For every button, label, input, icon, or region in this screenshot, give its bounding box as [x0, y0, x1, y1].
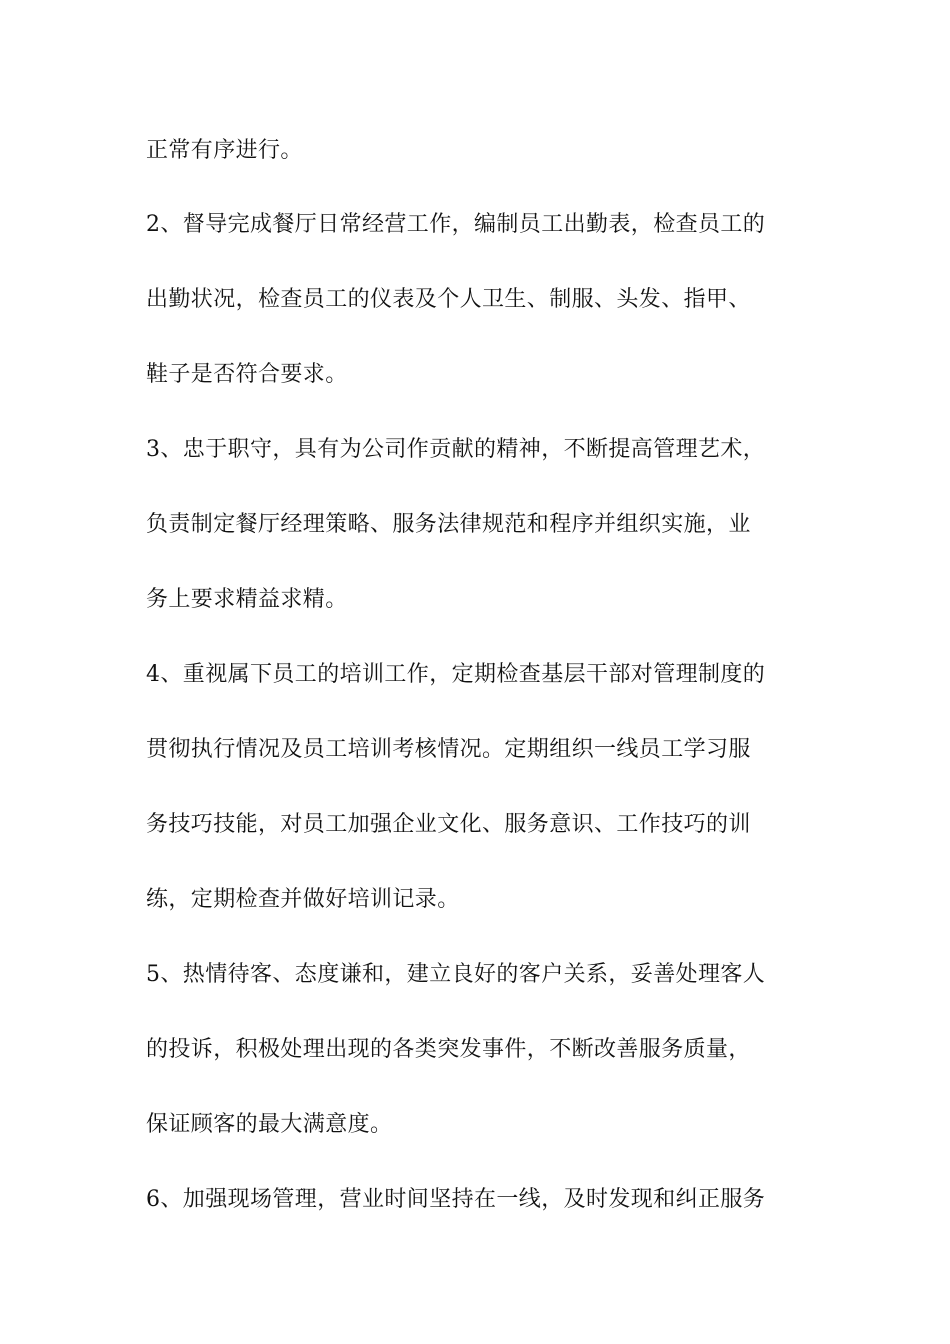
text-line: 4、重视属下员工的培训工作，定期检查基层干部对管理制度的	[146, 662, 766, 687]
text-line: 鞋子是否符合要求。	[146, 362, 348, 387]
text-line: 务上要求精益求精。	[146, 587, 348, 612]
text-line: 2、督导完成餐厅日常经营工作，编制员工出勤表，检查员工的	[146, 212, 766, 237]
text-line: 正常有序进行。	[146, 138, 303, 163]
text-line: 练，定期检查并做好培训记录。	[146, 887, 460, 912]
text-line: 保证顾客的最大满意度。	[146, 1112, 393, 1137]
text-line: 贯彻执行情况及员工培训考核情况。定期组织一线员工学习服	[146, 737, 751, 762]
text-line: 出勤状况，检查员工的仪表及个人卫生、制服、头发、指甲、	[146, 287, 751, 312]
text-line: 6、加强现场管理，营业时间坚持在一线，及时发现和纠正服务	[146, 1187, 766, 1212]
text-line: 务技巧技能，对员工加强企业文化、服务意识、工作技巧的训	[146, 812, 751, 837]
text-line: 3、忠于职守，具有为公司作贡献的精神，不断提高管理艺术，	[146, 437, 766, 462]
text-line: 负责制定餐厅经理策略、服务法律规范和程序并组织实施，业	[146, 512, 751, 537]
text-line: 的投诉，积极处理出现的各类突发事件，不断改善服务质量，	[146, 1037, 751, 1062]
text-line: 5、热情待客、态度谦和，建立良好的客户关系，妥善处理客人	[146, 962, 766, 987]
